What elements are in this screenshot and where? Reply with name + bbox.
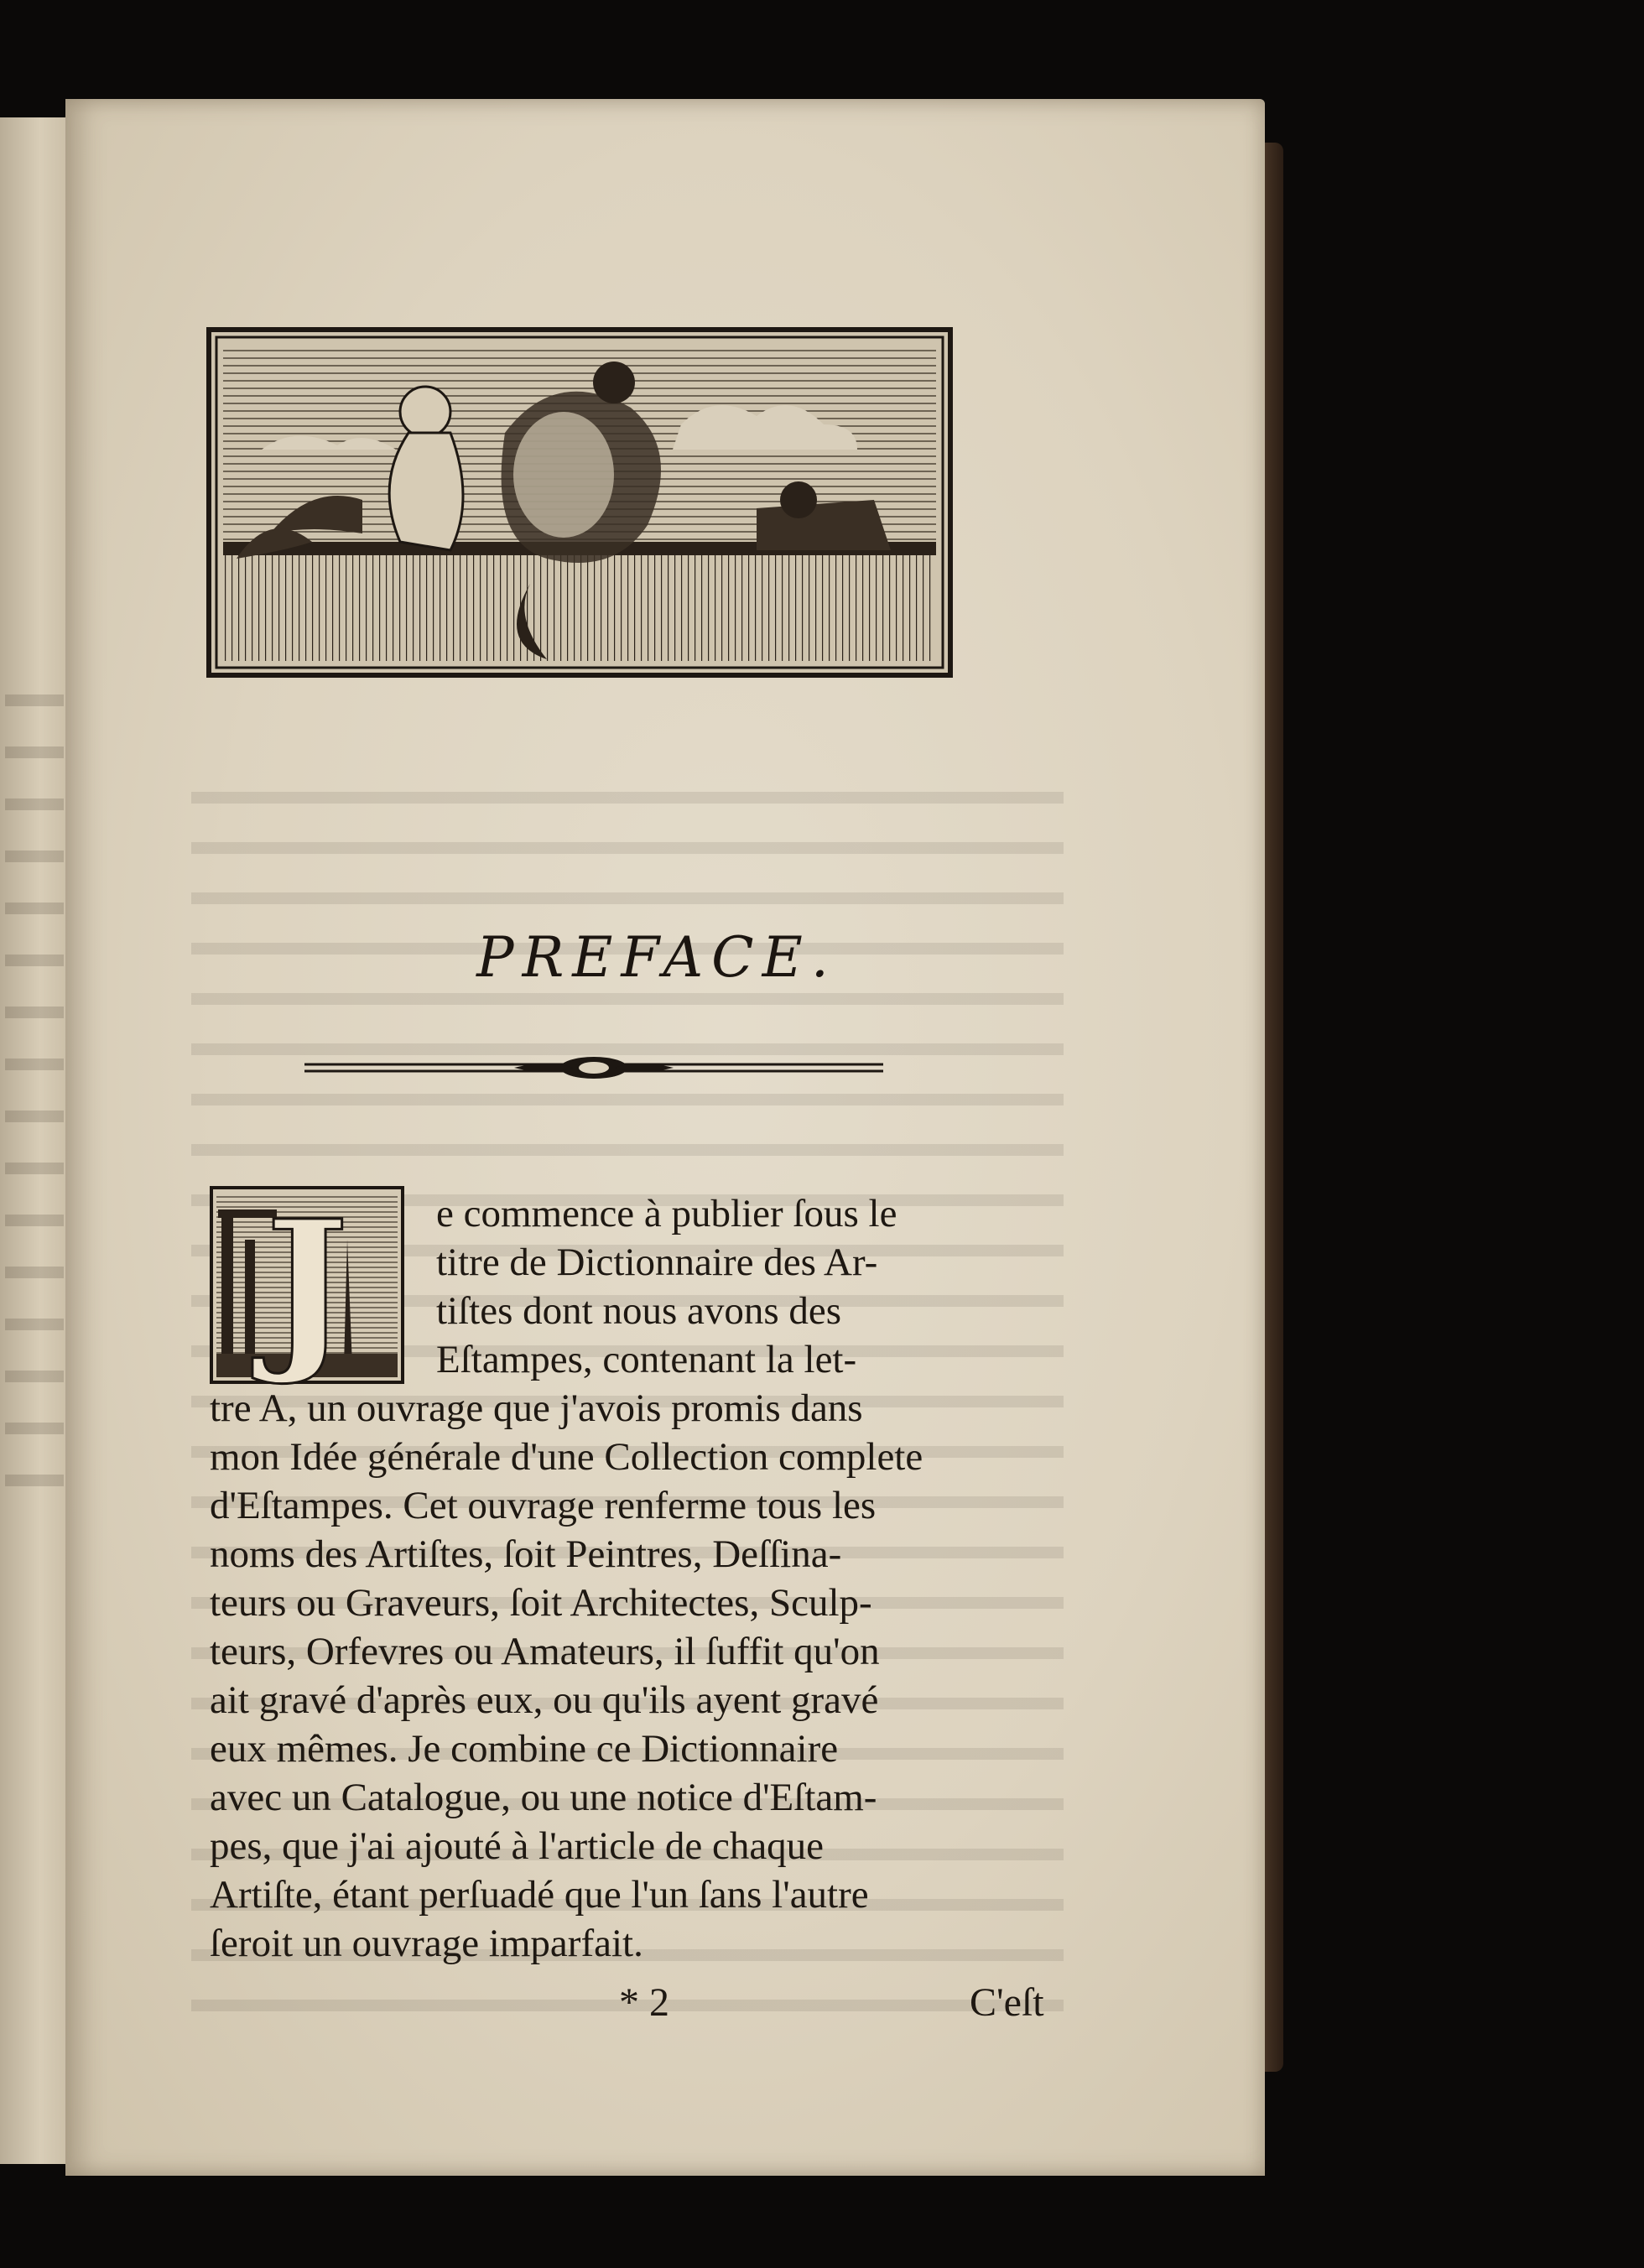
text-line-7: d'Eſtampes. Cet ouvrage renferme tous les: [210, 1484, 877, 1527]
ornamental-rule: [304, 1055, 883, 1080]
text-line-8: noms des Artiſtes, ſoit Peintres, Deſſina-: [210, 1532, 842, 1576]
text-line-4: Eſtampes, contenant la let-: [436, 1338, 857, 1381]
left-facing-page: [0, 117, 70, 2164]
engraved-headpiece: [206, 327, 953, 678]
text-line-15: Artiſte, étant perſuadé que l'un ſans l'autre: [210, 1873, 869, 1917]
text-line-6: mon Idée générale d'une Collection complete: [210, 1435, 923, 1479]
left-page-bleed: [5, 654, 64, 1493]
text-line-3: tiſtes dont nous avons des: [436, 1289, 842, 1333]
drop-cap: [210, 1181, 404, 1389]
catchword: C'eſt: [970, 1980, 1044, 2025]
text-line-12: eux mêmes. Je combine ce Dictionnaire: [210, 1727, 839, 1771]
text-line-9: teurs ou Graveurs, ſoit Architectes, Sculp-: [210, 1581, 872, 1625]
text-line-14: pes, que j'ai ajouté à l'article de chaque: [210, 1824, 825, 1868]
text-line-11: ait gravé d'après eux, ou qu'ils ayent gravé: [210, 1678, 879, 1722]
signature-mark: * 2: [619, 1980, 669, 2025]
text-line-2: titre de Dictionnaire des Ar-: [436, 1241, 878, 1284]
text-line-10: teurs, Orfevres ou Amateurs, il ſuffit qu'on: [210, 1630, 880, 1673]
drop-cap-letter: J: [265, 1181, 349, 1389]
text-line-5: tre A, un ouvrage que j'avois promis dans: [210, 1386, 863, 1430]
text-line-1: e commence à publier ſous le: [436, 1192, 897, 1235]
page-title: PREFACE.: [476, 925, 837, 990]
text-line-13: avec un Catalogue, ou une notice d'Eſtam-: [210, 1776, 877, 1819]
text-line-16: ſeroit un ouvrage imparfait.: [210, 1922, 643, 1965]
book-page: [65, 99, 1265, 2176]
